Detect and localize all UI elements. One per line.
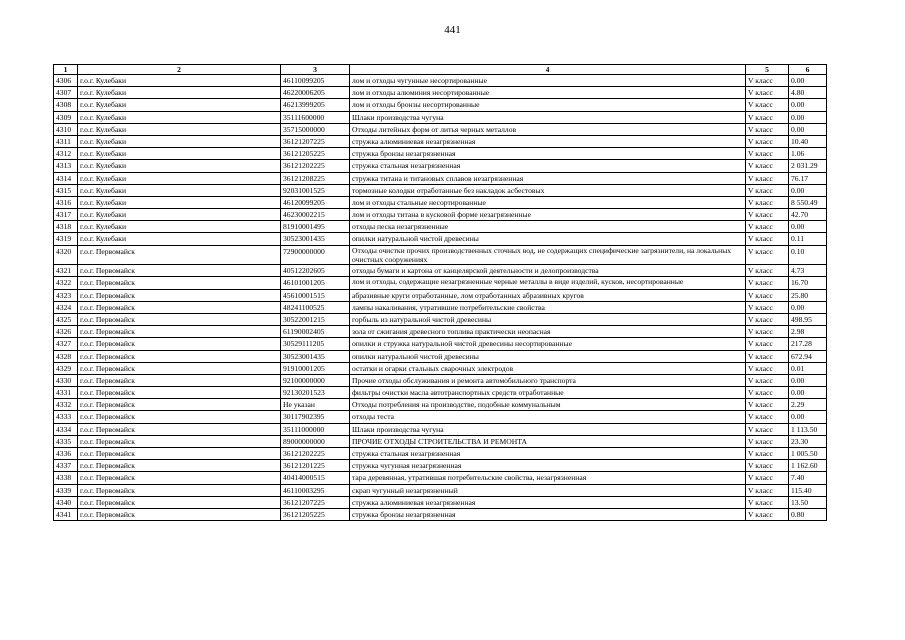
- waste-code-cell: Не указан: [281, 399, 350, 411]
- amount-cell: 2.98: [789, 326, 827, 338]
- waste-code-cell: 30529111205: [281, 338, 350, 350]
- row-number-cell: 4339: [54, 484, 78, 496]
- amount-cell: 25.80: [789, 289, 827, 301]
- hazard-class-cell: V класс: [746, 87, 789, 99]
- amount-cell: 0.00: [789, 301, 827, 313]
- waste-description-cell: стружка стальная незагрязненная: [350, 160, 746, 172]
- row-number-cell: 4324: [54, 301, 78, 313]
- waste-description-cell: лампы накаливания, утратившие потребительские свойства: [350, 301, 746, 313]
- table-row: [54, 301, 827, 313]
- hazard-class-cell: V класс: [746, 221, 789, 233]
- table-row: [54, 362, 827, 374]
- hazard-class-cell: V класс: [746, 423, 789, 435]
- waste-description-cell: зола от сжигания древесного топлива практически неопасная: [350, 326, 746, 338]
- municipality-cell: г.о.г. Первомайск: [78, 448, 281, 460]
- waste-description-cell: Прочие отходы обслуживания и ремонта автомобильного транспорта: [350, 374, 746, 386]
- hazard-class-cell: V класс: [746, 460, 789, 472]
- municipality-cell: г.о.г. Первомайск: [78, 289, 281, 301]
- hazard-class-cell: V класс: [746, 411, 789, 423]
- waste-description-cell: опилки и стружка натуральной чистой древесины несортированные: [350, 338, 746, 350]
- row-number-cell: 4332: [54, 399, 78, 411]
- waste-code-cell: 35111600000: [281, 111, 350, 123]
- table-row: [54, 233, 827, 245]
- hazard-class-cell: V класс: [746, 326, 789, 338]
- table-row: [54, 172, 827, 184]
- hazard-class-cell: V класс: [746, 399, 789, 411]
- amount-cell: 217.28: [789, 338, 827, 350]
- hazard-class-cell: V класс: [746, 75, 789, 87]
- municipality-cell: г.о.г. Кулебаки: [78, 196, 281, 208]
- table-row: [54, 472, 827, 484]
- table-row: [54, 374, 827, 386]
- waste-code-cell: 61190002405: [281, 326, 350, 338]
- waste-description-cell: отходы бумаги и картона от канцелярской деятельности и делопроизводства: [350, 265, 746, 277]
- waste-code-cell: 46120099205: [281, 196, 350, 208]
- table-row: [54, 460, 827, 472]
- waste-code-cell: 30522001215: [281, 313, 350, 325]
- municipality-cell: г.о.г. Кулебаки: [78, 123, 281, 135]
- waste-code-cell: 46110099205: [281, 75, 350, 87]
- table-row: [54, 496, 827, 508]
- row-number-cell: 4313: [54, 160, 78, 172]
- municipality-cell: г.о.г. Первомайск: [78, 326, 281, 338]
- hazard-class-cell: V класс: [746, 338, 789, 350]
- table-row: [54, 350, 827, 362]
- waste-code-cell: 72900000000: [281, 245, 350, 265]
- column-header-3: 3: [281, 65, 350, 75]
- hazard-class-cell: V класс: [746, 313, 789, 325]
- table-body: [54, 75, 827, 521]
- row-number-cell: 4320: [54, 245, 78, 265]
- waste-code-cell: 35111000000: [281, 423, 350, 435]
- municipality-cell: г.о.г. Первомайск: [78, 277, 281, 289]
- municipality-cell: г.о.г. Первомайск: [78, 472, 281, 484]
- waste-code-cell: 36121201225: [281, 460, 350, 472]
- waste-description-cell: фильтры очистки масла автотранспортных средств отработанные: [350, 387, 746, 399]
- table-row: [54, 221, 827, 233]
- hazard-class-cell: V класс: [746, 148, 789, 160]
- table-row: [54, 423, 827, 435]
- waste-description-cell: остатки и огарки стальных сварочных электродов: [350, 362, 746, 374]
- table-row: [54, 326, 827, 338]
- amount-cell: 42.70: [789, 209, 827, 221]
- amount-cell: 498.95: [789, 313, 827, 325]
- municipality-cell: г.о.г. Кулебаки: [78, 221, 281, 233]
- hazard-class-cell: V класс: [746, 277, 789, 289]
- amount-cell: 1.06: [789, 148, 827, 160]
- table-row: [54, 184, 827, 196]
- municipality-cell: г.о.г. Первомайск: [78, 362, 281, 374]
- row-number-cell: 4322: [54, 277, 78, 289]
- row-number-cell: 4317: [54, 209, 78, 221]
- amount-cell: 16.70: [789, 277, 827, 289]
- waste-code-cell: 40512202605: [281, 265, 350, 277]
- waste-code-cell: 30117902395: [281, 411, 350, 423]
- waste-description-cell: Шлаки производства чугуна: [350, 423, 746, 435]
- hazard-class-cell: V класс: [746, 374, 789, 386]
- amount-cell: 0.80: [789, 508, 827, 520]
- waste-description-cell: лом и отходы стальные несортированные: [350, 196, 746, 208]
- table-row: [54, 484, 827, 496]
- amount-cell: 1 113.50: [789, 423, 827, 435]
- municipality-cell: г.о.г. Кулебаки: [78, 233, 281, 245]
- waste-code-cell: 36121202225: [281, 160, 350, 172]
- amount-cell: 0.00: [789, 75, 827, 87]
- row-number-cell: 4321: [54, 265, 78, 277]
- municipality-cell: г.о.г. Кулебаки: [78, 99, 281, 111]
- municipality-cell: г.о.г. Первомайск: [78, 508, 281, 520]
- amount-cell: 7.40: [789, 472, 827, 484]
- amount-cell: 4.80: [789, 87, 827, 99]
- amount-cell: 4.73: [789, 265, 827, 277]
- column-header-6: 6: [789, 65, 827, 75]
- waste-description-cell: Отходы литейных форм от литья черных металлов: [350, 123, 746, 135]
- waste-description-cell: тара деревянная, утратившая потребительские свойства, незагрязненная: [350, 472, 746, 484]
- waste-description-cell: абразивные круги отработанные, лом отработанных абразивных кругов: [350, 289, 746, 301]
- hazard-class-cell: V класс: [746, 472, 789, 484]
- table-row: [54, 411, 827, 423]
- hazard-class-cell: V класс: [746, 387, 789, 399]
- waste-code-cell: 40414000515: [281, 472, 350, 484]
- waste-code-cell: 46110003295: [281, 484, 350, 496]
- amount-cell: 0.00: [789, 184, 827, 196]
- table-row: [54, 209, 827, 221]
- row-number-cell: 4329: [54, 362, 78, 374]
- hazard-class-cell: V класс: [746, 209, 789, 221]
- waste-code-cell: 92031001525: [281, 184, 350, 196]
- waste-code-cell: 46220006205: [281, 87, 350, 99]
- hazard-class-cell: V класс: [746, 99, 789, 111]
- amount-cell: 23.30: [789, 435, 827, 447]
- waste-description-cell: Отходы очистки прочих производственных сточных вод, не содержащих специфические загрязнители, на локальных очистных сооружениях: [350, 245, 746, 265]
- table-row: [54, 245, 827, 265]
- hazard-class-cell: V класс: [746, 435, 789, 447]
- municipality-cell: г.о.г. Кулебаки: [78, 75, 281, 87]
- waste-description-cell: опилки натуральной чистой древесины: [350, 233, 746, 245]
- municipality-cell: г.о.г. Первомайск: [78, 301, 281, 313]
- amount-cell: 0.11: [789, 233, 827, 245]
- column-header-4: 4: [350, 65, 746, 75]
- hazard-class-cell: V класс: [746, 233, 789, 245]
- row-number-cell: 4331: [54, 387, 78, 399]
- amount-cell: 0.00: [789, 123, 827, 135]
- waste-code-cell: 89000000000: [281, 435, 350, 447]
- hazard-class-cell: V класс: [746, 184, 789, 196]
- waste-description-cell: лом и отходы алюминия несортированные: [350, 87, 746, 99]
- amount-cell: 76.17: [789, 172, 827, 184]
- table-row: [54, 87, 827, 99]
- municipality-cell: г.о.г. Первомайск: [78, 484, 281, 496]
- row-number-cell: 4311: [54, 135, 78, 147]
- table-row: [54, 75, 827, 87]
- table-row: [54, 338, 827, 350]
- amount-cell: 13.50: [789, 496, 827, 508]
- municipality-cell: г.о.г. Кулебаки: [78, 135, 281, 147]
- waste-description-cell: лом и отходы титана в кусковой форме незагрязненные: [350, 209, 746, 221]
- waste-description-cell: горбыль из натуральной чистой древесины: [350, 313, 746, 325]
- waste-code-cell: 36121205225: [281, 148, 350, 160]
- row-number-cell: 4312: [54, 148, 78, 160]
- waste-code-cell: 30523001435: [281, 350, 350, 362]
- amount-cell: 115.40: [789, 484, 827, 496]
- amount-cell: 0.00: [789, 374, 827, 386]
- table-row: [54, 135, 827, 147]
- table-row: [54, 289, 827, 301]
- municipality-cell: г.о.г. Первомайск: [78, 313, 281, 325]
- amount-cell: 0.00: [789, 387, 827, 399]
- municipality-cell: г.о.г. Кулебаки: [78, 209, 281, 221]
- hazard-class-cell: V класс: [746, 245, 789, 265]
- row-number-cell: 4328: [54, 350, 78, 362]
- table-row: [54, 435, 827, 447]
- amount-cell: 0.00: [789, 411, 827, 423]
- waste-description-cell: стружка алюминиевая незагрязненная: [350, 135, 746, 147]
- waste-description-cell: стружка бронзы незагрязненная: [350, 508, 746, 520]
- municipality-cell: г.о.г. Первомайск: [78, 374, 281, 386]
- row-number-cell: 4336: [54, 448, 78, 460]
- waste-code-cell: 48241100525: [281, 301, 350, 313]
- hazard-class-cell: V класс: [746, 362, 789, 374]
- municipality-cell: г.о.г. Первомайск: [78, 387, 281, 399]
- hazard-class-cell: V класс: [746, 135, 789, 147]
- row-number-cell: 4334: [54, 423, 78, 435]
- column-header-1: 1: [54, 65, 78, 75]
- waste-code-cell: 92130201523: [281, 387, 350, 399]
- waste-code-cell: 36121207225: [281, 135, 350, 147]
- waste-description-cell: ПРОЧИЕ ОТХОДЫ СТРОИТЕЛЬСТВА И РЕМОНТА: [350, 435, 746, 447]
- waste-code-cell: 36121207225: [281, 496, 350, 508]
- waste-code-cell: 46230002215: [281, 209, 350, 221]
- hazard-class-cell: V класс: [746, 301, 789, 313]
- amount-cell: 2.29: [789, 399, 827, 411]
- municipality-cell: г.о.г. Первомайск: [78, 338, 281, 350]
- hazard-class-cell: V класс: [746, 350, 789, 362]
- row-number-cell: 4338: [54, 472, 78, 484]
- municipality-cell: г.о.г. Кулебаки: [78, 111, 281, 123]
- row-number-cell: 4330: [54, 374, 78, 386]
- waste-code-cell: 35715000000: [281, 123, 350, 135]
- amount-cell: 0.10: [789, 245, 827, 265]
- waste-description-cell: лом и отходы бронзы несортированные: [350, 99, 746, 111]
- amount-cell: 8 550.49: [789, 196, 827, 208]
- waste-description-cell: Отходы потребления на производстве, подобные коммунальным: [350, 399, 746, 411]
- amount-cell: 0.00: [789, 221, 827, 233]
- row-number-cell: 4327: [54, 338, 78, 350]
- table-row: [54, 160, 827, 172]
- waste-description-cell: Шлаки производства чугуна: [350, 111, 746, 123]
- waste-code-cell: 46213999205: [281, 99, 350, 111]
- waste-code-cell: 92100000000: [281, 374, 350, 386]
- waste-code-cell: 46101001205: [281, 277, 350, 289]
- row-number-cell: 4323: [54, 289, 78, 301]
- municipality-cell: г.о.г. Кулебаки: [78, 148, 281, 160]
- waste-description-cell: лом и отходы чугунные несортированные: [350, 75, 746, 87]
- waste-code-cell: 45610001515: [281, 289, 350, 301]
- waste-table: [53, 64, 827, 521]
- waste-description-cell: стружка чугунная незагрязненная: [350, 460, 746, 472]
- column-header-2: 2: [78, 65, 281, 75]
- table-row: [54, 399, 827, 411]
- waste-description-cell: скрап чугунный незагрязненный: [350, 484, 746, 496]
- waste-code-cell: 36121205225: [281, 508, 350, 520]
- amount-cell: 1 005.50: [789, 448, 827, 460]
- hazard-class-cell: V класс: [746, 172, 789, 184]
- row-number-cell: 4306: [54, 75, 78, 87]
- row-number-cell: 4309: [54, 111, 78, 123]
- waste-code-cell: 36121208225: [281, 172, 350, 184]
- column-header-5: 5: [746, 65, 789, 75]
- row-number-cell: 4308: [54, 99, 78, 111]
- row-number-cell: 4335: [54, 435, 78, 447]
- waste-code-cell: 36121202225: [281, 448, 350, 460]
- row-number-cell: 4333: [54, 411, 78, 423]
- row-number-cell: 4310: [54, 123, 78, 135]
- table-row: [54, 277, 827, 289]
- municipality-cell: г.о.г. Кулебаки: [78, 160, 281, 172]
- waste-description-cell: опилки натуральной чистой древесины: [350, 350, 746, 362]
- row-number-cell: 4307: [54, 87, 78, 99]
- hazard-class-cell: V класс: [746, 289, 789, 301]
- municipality-cell: г.о.г. Кулебаки: [78, 184, 281, 196]
- table-row: [54, 99, 827, 111]
- table-row: [54, 123, 827, 135]
- table-row: [54, 387, 827, 399]
- amount-cell: 1 162.60: [789, 460, 827, 472]
- municipality-cell: г.о.г. Первомайск: [78, 435, 281, 447]
- table-row: [54, 148, 827, 160]
- waste-code-cell: 91910001205: [281, 362, 350, 374]
- row-number-cell: 4319: [54, 233, 78, 245]
- municipality-cell: г.о.г. Первомайск: [78, 245, 281, 265]
- municipality-cell: г.о.г. Первомайск: [78, 423, 281, 435]
- municipality-cell: г.о.г. Кулебаки: [78, 172, 281, 184]
- table-row: [54, 265, 827, 277]
- row-number-cell: 4337: [54, 460, 78, 472]
- waste-description-cell: лом и отходы, содержащие незагрязненные черные металлы в виде изделий, кусков, несортированные: [350, 277, 746, 289]
- municipality-cell: г.о.г. Первомайск: [78, 411, 281, 423]
- amount-cell: 10.40: [789, 135, 827, 147]
- hazard-class-cell: V класс: [746, 265, 789, 277]
- row-number-cell: 4318: [54, 221, 78, 233]
- waste-description-cell: отходы песка незагрязненные: [350, 221, 746, 233]
- municipality-cell: г.о.г. Первомайск: [78, 399, 281, 411]
- table-header-row: [54, 65, 827, 75]
- row-number-cell: 4340: [54, 496, 78, 508]
- hazard-class-cell: V класс: [746, 484, 789, 496]
- amount-cell: 0.00: [789, 99, 827, 111]
- waste-description-cell: стружка алюминиевая незагрязненная: [350, 496, 746, 508]
- hazard-class-cell: V класс: [746, 123, 789, 135]
- row-number-cell: 4325: [54, 313, 78, 325]
- table-row: [54, 313, 827, 325]
- municipality-cell: г.о.г. Первомайск: [78, 350, 281, 362]
- row-number-cell: 4316: [54, 196, 78, 208]
- municipality-cell: г.о.г. Первомайск: [78, 265, 281, 277]
- amount-cell: 672.94: [789, 350, 827, 362]
- page-number: 441: [444, 24, 461, 36]
- municipality-cell: г.о.г. Первомайск: [78, 496, 281, 508]
- waste-code-cell: 30523001435: [281, 233, 350, 245]
- hazard-class-cell: V класс: [746, 508, 789, 520]
- waste-description-cell: стружка стальная незагрязненная: [350, 448, 746, 460]
- hazard-class-cell: V класс: [746, 496, 789, 508]
- amount-cell: 0.00: [789, 111, 827, 123]
- waste-description-cell: стружка бронзы незагрязненная: [350, 148, 746, 160]
- table-row: [54, 111, 827, 123]
- municipality-cell: г.о.г. Первомайск: [78, 460, 281, 472]
- row-number-cell: 4326: [54, 326, 78, 338]
- waste-code-cell: 81910001495: [281, 221, 350, 233]
- hazard-class-cell: V класс: [746, 160, 789, 172]
- waste-description-cell: стружка титана и титановых сплавов незагрязненная: [350, 172, 746, 184]
- hazard-class-cell: V класс: [746, 111, 789, 123]
- row-number-cell: 4341: [54, 508, 78, 520]
- waste-description-cell: отходы теста: [350, 411, 746, 423]
- table-row: [54, 508, 827, 520]
- table-row: [54, 196, 827, 208]
- hazard-class-cell: V класс: [746, 196, 789, 208]
- municipality-cell: г.о.г. Кулебаки: [78, 87, 281, 99]
- row-number-cell: 4315: [54, 184, 78, 196]
- row-number-cell: 4314: [54, 172, 78, 184]
- hazard-class-cell: V класс: [746, 448, 789, 460]
- amount-cell: 0.01: [789, 362, 827, 374]
- table-row: [54, 448, 827, 460]
- waste-description-cell: тормозные колодки отработанные без накладок асбестовых: [350, 184, 746, 196]
- amount-cell: 2 031.29: [789, 160, 827, 172]
